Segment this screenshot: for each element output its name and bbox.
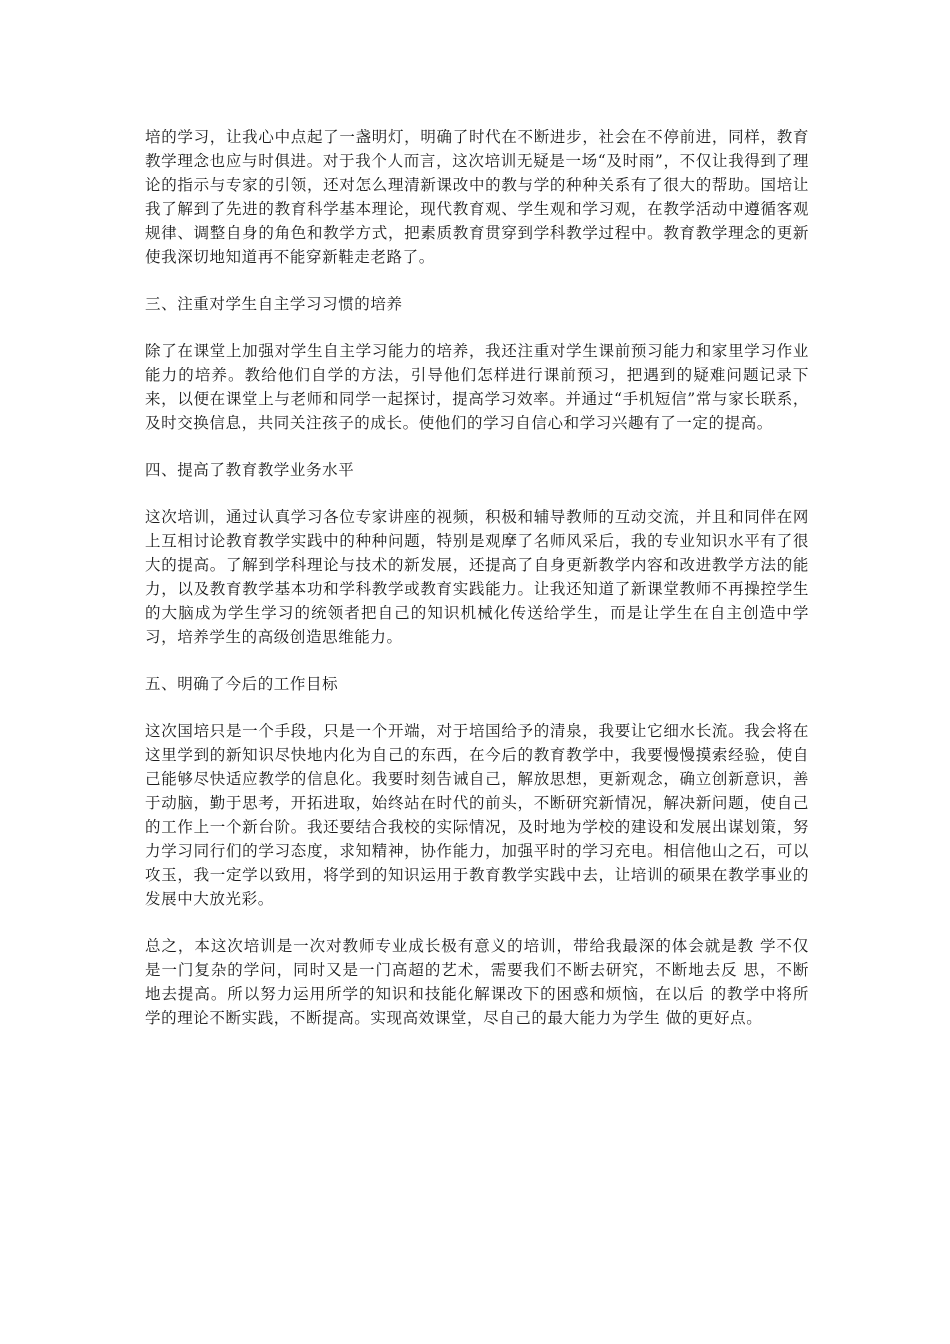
document-page [145,125,809,1053]
paragraph-section-5: 这次国培只是一个手段，只是一个开端，对于培国给予的清泉，我要让它细水长流。我会将在这里学到的新知识尽快地内化为自己的东西，在今后的教育教学中，我要慢慢摸索经验，使自己能够尽快适应教学的信息化。我要时刻告诫自己，解放思想，更新观念，确立创新意识，善于动脑，勤于思考，开拓进取，始终站在时代的前头，不断研究新情况，解决新问题，使自己的工作上一个新台阶。我还要结合我校的实际情况，及时地为学校的建设和发展出谋划策，努力学习同行们的学习态度，求知精神，协作能力，加强平时的学习充电。相信他山之石，可以攻玉，我一定学以致用，将学到的知识运用于教育教学实践中去，让培训的硕果在教学事业的发展中大放光彩。 [145,722,809,908]
paragraph-section-3: 除了在课堂上加强对学生自主学习能力的培养，我还注重对学生课前预习能力和家里学习作业能力的培养。教给他们自学的方法，引导他们怎样进行课前预习，把遇到的疑难问题记录下来，以便在课堂上与老师和同学一起探讨，提高学习效率。并通过“手机短信”常与家长联系，及时交换信息，共同关注孩子的成长。使他们的学习自信心和学习兴趣有了一定的提高。 [145,342,809,432]
paragraph-section-4: 这次培训，通过认真学习各位专家讲座的视频，积极和辅导教师的互动交流，并且和同伴在网上互相讨论教育教学实践中的种种问题，特别是观摩了名师风采后，我的专业知识水平有了很大的提高。了解到学科理论与技术的新发展，还提高了自身更新教学内容和改进教学方法的能力，以及教育教学基本功和学科教学或教育实践能力。让我还知道了新课堂教师不再操控学生的大脑成为学生学习的统领者把自己的知识机械化传送给学生，而是让学生在自主创造中学习，培养学生的高级创造思维能力。 [145,508,809,646]
section-heading-5: 五、明确了今后的工作目标 [145,675,339,693]
section-heading-3: 三、注重对学生自主学习习惯的培养 [145,295,403,313]
section-heading-4: 四、提高了教育教学业务水平 [145,461,355,479]
paragraph-conclusion: 总之，本这次培训是一次对教师专业成长极有意义的培训，带给我最深的体会就是教 学不仅是一门复杂的学问，同时又是一门高超的艺术，需要我们不断去研究，不断地去反 思，不断地去提高。所以努力运用所学的知识和技能化解课改下的困惑和烦恼，在以后 的教学中将所学的理论不断实践，不断提高。实现高效课堂，尽自己的最大能力为学生 做的更好点。 [145,937,809,1027]
paragraph-intro: 培的学习，让我心中点起了一盏明灯，明确了时代在不断进步，社会在不停前进，同样，教育教学理念也应与时俱进。对于我个人而言，这次培训无疑是一场“及时雨”，不仅让我得到了理论的指示与专家的引领，还对怎么理清新课改中的教与学的种种关系有了很大的帮助。国培让我了解到了先进的教育科学基本理论，现代教育观、学生观和学习观，在教学活动中遵循客观规律、调整自身的角色和教学方式，把素质教育贯穿到学科教学过程中。教育教学理念的更新使我深切地知道再不能穿新鞋走老路了。 [145,128,809,266]
